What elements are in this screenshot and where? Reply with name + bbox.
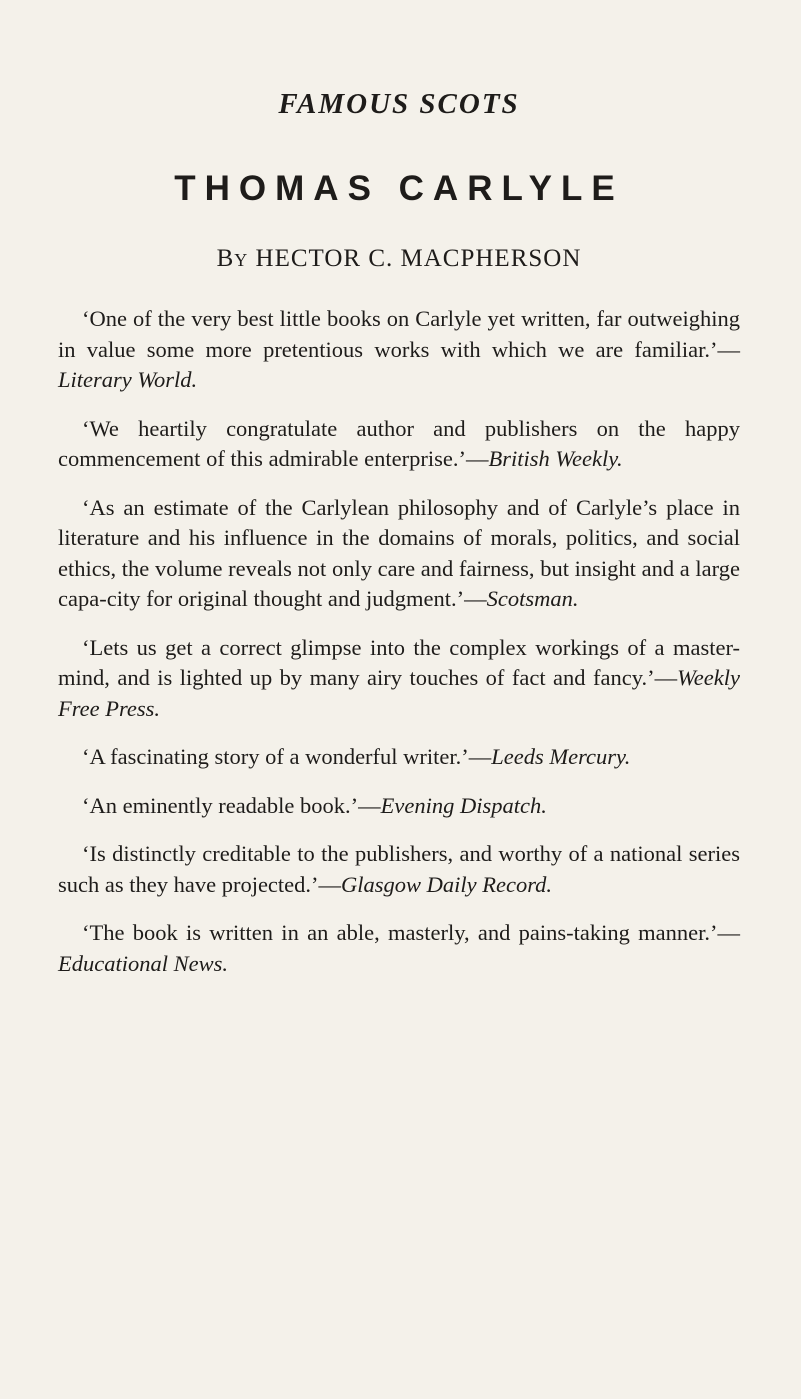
byline-prefix: By <box>216 245 249 272</box>
review-quote: ‘An eminently readable book.’— <box>82 792 381 818</box>
review-educational-news <box>58 918 740 979</box>
review-source: Evening Dispatch. <box>380 792 547 818</box>
review-quote: ‘As an estimate of the Carlylean philosophy and of Carlyle’s place in literature and his influence in the domains of morals, politics, and social ethics, the volume reveals not only care and fairness, but insight and a large capa-city for original thought and judgment.’— <box>58 494 740 611</box>
advertisement-page <box>58 84 740 997</box>
review-source: Glasgow Daily Record. <box>341 871 553 897</box>
review-evening-dispatch <box>58 791 740 822</box>
review-scotsman <box>58 493 740 615</box>
review-quote: ‘One of the very best little books on Carlyle yet written, far outweighing in value some more pretentious works with which we are familiar.’— <box>58 306 740 362</box>
review-source: Weekly Free Press. <box>58 665 740 721</box>
review-leeds-mercury <box>58 742 740 773</box>
review-literary-world <box>58 304 740 396</box>
review-source: Educational News. <box>58 950 228 976</box>
review-british-weekly <box>58 414 740 475</box>
review-glasgow-daily-record <box>58 839 740 900</box>
review-quote: ‘A fascinating story of a wonderful writer.’— <box>82 744 492 769</box>
byline <box>58 242 740 276</box>
review-quote: ‘We heartily congratulate author and publishers on the happy commencement of this admirable enterprise.’— <box>58 415 740 471</box>
review-list <box>58 304 740 979</box>
byline-author: HECTOR C. MACPHERSON <box>255 245 582 272</box>
review-quote: ‘Is distinctly creditable to the publishers, and worthy of a national series such as they have projected.’— <box>58 841 740 897</box>
review-quote: ‘Lets us get a correct glimpse into the complex workings of a master-mind, and is lighted up by many airy touches of fact and fancy.’— <box>58 634 740 690</box>
series-title: FAMOUS SCOTS <box>278 88 520 120</box>
book-title: THOMAS CARLYLE <box>174 169 624 208</box>
review-source: British Weekly. <box>488 446 623 471</box>
review-weekly-free-press <box>58 633 740 725</box>
review-quote: ‘The book is written in an able, masterly, and pains-taking manner.’— <box>82 920 740 945</box>
review-source: Literary World. <box>58 367 198 392</box>
review-source: Scotsman. <box>486 586 579 611</box>
review-source: Leeds Mercury. <box>491 744 631 769</box>
